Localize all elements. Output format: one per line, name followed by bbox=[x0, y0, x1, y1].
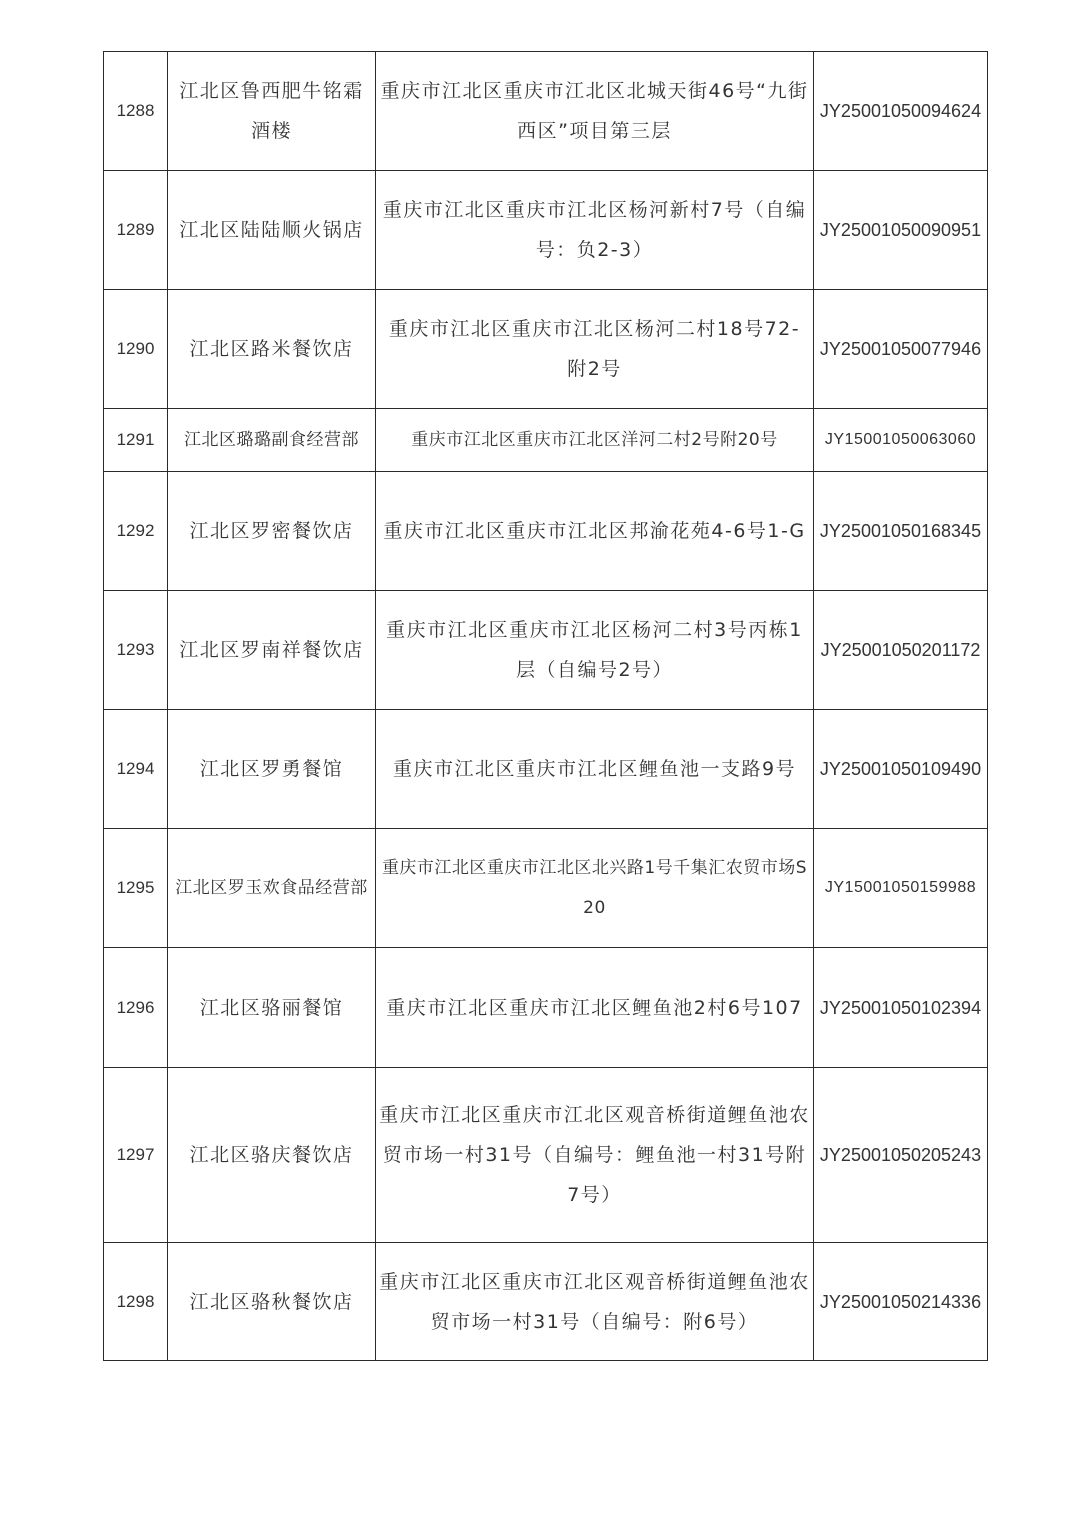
business-address: 重庆市江北区重庆市江北区洋河二村2号附20号 bbox=[376, 409, 814, 472]
license-number: JY25001050109490 bbox=[814, 710, 988, 829]
row-number: 1295 bbox=[104, 829, 168, 948]
license-number: JY25001050201172 bbox=[814, 591, 988, 710]
business-address: 重庆市江北区重庆市江北区北兴路1号千集汇农贸市场S20 bbox=[376, 829, 814, 948]
row-number: 1291 bbox=[104, 409, 168, 472]
business-address: 重庆市江北区重庆市江北区鲤鱼池一支路9号 bbox=[376, 710, 814, 829]
business-address: 重庆市江北区重庆市江北区北城天街46号“九街西区”项目第三层 bbox=[376, 52, 814, 171]
table-row bbox=[104, 710, 988, 829]
business-address: 重庆市江北区重庆市江北区杨河二村3号丙栋1层（自编号2号） bbox=[376, 591, 814, 710]
business-name: 江北区骆丽餐馆 bbox=[168, 948, 376, 1068]
license-number: JY15001050159988 bbox=[814, 829, 988, 948]
row-number: 1296 bbox=[104, 948, 168, 1068]
row-number: 1290 bbox=[104, 290, 168, 409]
license-number: JY15001050063060 bbox=[814, 409, 988, 472]
business-address: 重庆市江北区重庆市江北区观音桥街道鲤鱼池农贸市场一村31号（自编号：鲤鱼池一村31号附7号） bbox=[376, 1068, 814, 1243]
license-number: JY25001050168345 bbox=[814, 472, 988, 591]
row-number: 1293 bbox=[104, 591, 168, 710]
business-name: 江北区骆秋餐饮店 bbox=[168, 1243, 376, 1361]
business-address: 重庆市江北区重庆市江北区鲤鱼池2村6号107 bbox=[376, 948, 814, 1068]
license-number: JY25001050077946 bbox=[814, 290, 988, 409]
table-row bbox=[104, 290, 988, 409]
business-address: 重庆市江北区重庆市江北区观音桥街道鲤鱼池农贸市场一村31号（自编号：附6号） bbox=[376, 1243, 814, 1361]
business-name: 江北区骆庆餐饮店 bbox=[168, 1068, 376, 1243]
business-address: 重庆市江北区重庆市江北区杨河新村7号（自编号：负2-3） bbox=[376, 171, 814, 290]
business-name: 江北区璐璐副食经营部 bbox=[168, 409, 376, 472]
business-name: 江北区罗玉欢食品经营部 bbox=[168, 829, 376, 948]
table-row bbox=[104, 52, 988, 171]
table-row bbox=[104, 591, 988, 710]
table-row bbox=[104, 472, 988, 591]
license-table bbox=[103, 51, 988, 1361]
row-number: 1292 bbox=[104, 472, 168, 591]
license-number: JY25001050102394 bbox=[814, 948, 988, 1068]
table-row bbox=[104, 409, 988, 472]
business-name: 江北区陆陆顺火锅店 bbox=[168, 171, 376, 290]
business-name: 江北区罗密餐饮店 bbox=[168, 472, 376, 591]
business-name: 江北区罗南祥餐饮店 bbox=[168, 591, 376, 710]
table-row bbox=[104, 829, 988, 948]
row-number: 1294 bbox=[104, 710, 168, 829]
license-number: JY25001050094624 bbox=[814, 52, 988, 171]
table-row bbox=[104, 171, 988, 290]
row-number: 1297 bbox=[104, 1068, 168, 1243]
row-number: 1298 bbox=[104, 1243, 168, 1361]
business-name: 江北区路米餐饮店 bbox=[168, 290, 376, 409]
row-number: 1288 bbox=[104, 52, 168, 171]
license-number: JY25001050205243 bbox=[814, 1068, 988, 1243]
business-name: 江北区鲁西肥牛铭霜酒楼 bbox=[168, 52, 376, 171]
license-number: JY25001050090951 bbox=[814, 171, 988, 290]
table-row bbox=[104, 1068, 988, 1243]
business-name: 江北区罗勇餐馆 bbox=[168, 710, 376, 829]
table-row bbox=[104, 1243, 988, 1361]
license-number: JY25001050214336 bbox=[814, 1243, 988, 1361]
row-number: 1289 bbox=[104, 171, 168, 290]
business-address: 重庆市江北区重庆市江北区邦渝花苑4-6号1-G bbox=[376, 472, 814, 591]
business-address: 重庆市江北区重庆市江北区杨河二村18号72-附2号 bbox=[376, 290, 814, 409]
table-row bbox=[104, 948, 988, 1068]
